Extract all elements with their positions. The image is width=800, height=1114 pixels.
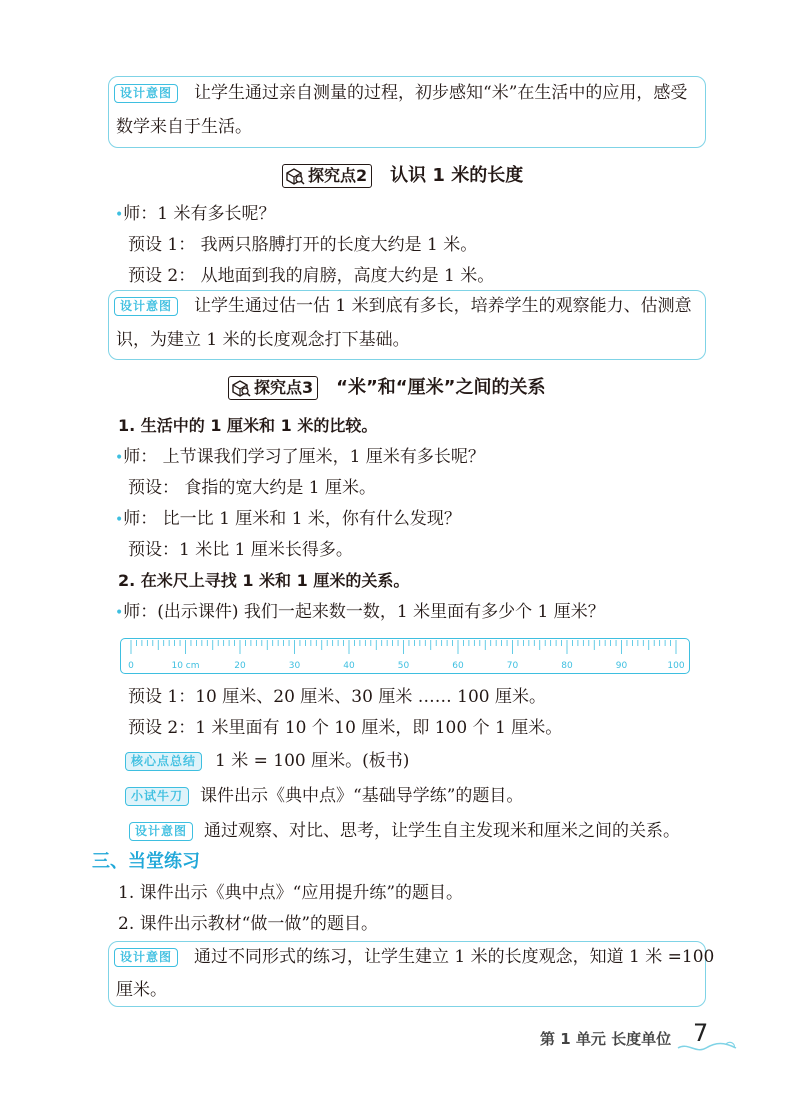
ruler-label: 0 [128, 661, 134, 671]
preset-line: 预设 1： 我两只胳膊打开的长度大约是 1 米。 [128, 235, 478, 255]
design-intent-text: 厘米。 [116, 980, 167, 1000]
design-intent-tag: 设计意图 [129, 822, 193, 841]
preset-line: 预设： 食指的宽大约是 1 厘米。 [128, 478, 377, 498]
section-title: “米”和“厘米”之间的关系 [336, 377, 546, 398]
core-summary-text: 1 米 = 100 厘米。(板书) [215, 751, 410, 771]
design-intent-tag: 设计意图 [114, 297, 178, 316]
list-item: 1. 生活中的 1 厘米和 1 米的比较。 [118, 416, 378, 435]
design-intent-text: 通过不同形式的练习，让学生建立 1 米的长度观念，知道 1 米 =100 [194, 947, 715, 967]
design-intent-tag: 设计意图 [114, 84, 178, 103]
section-label: 探究点3 [228, 376, 318, 400]
ruler-label: 50 [397, 661, 410, 671]
section-heading-2 [282, 163, 523, 189]
preset-line: 预设 1：10 厘米、20 厘米、30 厘米 …… 100 厘米。 [128, 687, 546, 707]
ruler-label: 10 cm [171, 661, 200, 671]
list-item: 2. 课件出示教材“做一做”的题目。 [118, 914, 379, 934]
try-it-tag: 小试牛刀 [125, 787, 189, 806]
preset-line: 预设 2： 从地面到我的肩膀，高度大约是 1 米。 [128, 266, 495, 286]
ruler-label: 60 [452, 661, 464, 671]
list-item: 1. 课件出示《典中点》“应用提升练”的题目。 [118, 883, 464, 903]
part-heading: 三、当堂练习 [92, 851, 200, 872]
teacher-line: •师： 上节课我们学习了厘米，1 厘米有多长呢？ [115, 447, 485, 467]
ruler-label: 100 [667, 661, 685, 671]
ruler-label: 90 [615, 661, 628, 671]
design-intent-text: 让学生通过估一估 1 米到底有多长，培养学生的观察能力、估测意 [194, 296, 692, 316]
teacher-line: •师： 比一比 1 厘米和 1 米，你有什么发现？ [115, 509, 461, 529]
meter-ruler [120, 638, 690, 674]
section-title: 认识 1 米的长度 [390, 165, 524, 186]
list-item: 2. 在米尺上寻找 1 米和 1 厘米的关系。 [118, 571, 410, 590]
design-intent-text: 识，为建立 1 米的长度观念打下基础。 [116, 330, 410, 350]
preset-line: 预设 2：1 米里面有 10 个 10 厘米，即 100 个 1 厘米。 [128, 718, 563, 738]
ruler-label: 80 [561, 661, 573, 671]
cube-magnifier-icon [285, 167, 305, 185]
design-intent-text: 数学来自于生活。 [116, 117, 252, 137]
teacher-line: •师：1 米有多长呢？ [115, 204, 276, 224]
footer-unit: 第 1 单元 长度单位 [540, 1030, 672, 1048]
ruler-label: 30 [288, 661, 301, 671]
section-heading-3 [228, 375, 545, 401]
page-number: 7 [693, 1019, 709, 1047]
ruler-label: 20 [234, 661, 246, 671]
ruler-label: 70 [506, 661, 519, 671]
design-intent-text: 让学生通过亲自测量的过程，初步感知“米”在生活中的应用，感受 [194, 83, 688, 103]
design-intent-tag: 设计意图 [114, 948, 178, 967]
cube-magnifier-icon [231, 379, 251, 397]
core-summary-tag: 核心点总结 [125, 752, 202, 771]
preset-line: 预设：1 米比 1 厘米长得多。 [128, 540, 353, 560]
design-intent-text: 通过观察、对比、思考，让学生自主发现米和厘米之间的关系。 [204, 821, 680, 841]
teacher-line: •师：(出示课件) 我们一起来数一数，1 米里面有多少个 1 厘米？ [115, 602, 605, 622]
section-label: 探究点2 [282, 164, 372, 188]
try-it-text: 课件出示《典中点》“基础导学练”的题目。 [200, 786, 524, 806]
ruler-label: 40 [343, 661, 355, 671]
ruler-scale [121, 639, 688, 672]
wave-ornament-icon [676, 1040, 740, 1054]
